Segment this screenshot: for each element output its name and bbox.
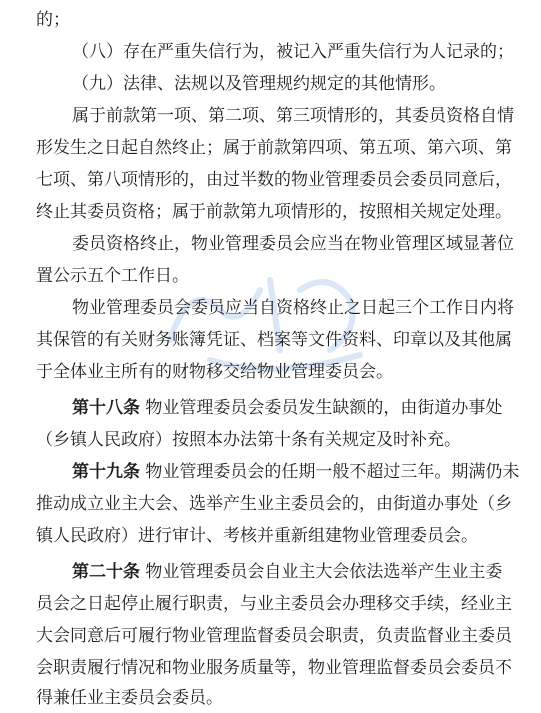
- text-line: 的；: [36, 10, 70, 30]
- text-line: 大会同意后可履行物业管理监督委员会职责，负责监督业主委员: [36, 626, 512, 646]
- article-20-label: 第二十条: [72, 562, 140, 582]
- text-line: 终止其委员资格；属于前款第九项情形的，按照相关规定处理。: [36, 202, 512, 222]
- text-line: 物业管理委员会委员发生缺额的，由街道办事处: [145, 398, 503, 418]
- text-line: 物业管理委员会自业主大会依法选举产生业主委: [145, 562, 503, 582]
- article-19-line: [72, 460, 519, 484]
- text-line: 员会之日起停止履行职责，与业主委员会办理移交手续，经业主: [36, 594, 512, 614]
- text-line: 委员资格终止，物业管理委员会应当在物业管理区域显著位: [72, 234, 514, 254]
- article-19-label: 第十九条: [72, 462, 140, 482]
- text-line: 物业管理委员会委员应当自资格终止之日起三个工作日内将: [72, 298, 514, 318]
- text-line: 于全体业主所有的财物移交给物业管理委员会。: [36, 362, 393, 382]
- text-line: （八）存在严重失信行为，被记入严重失信行为人记录的；: [72, 42, 514, 62]
- text-line: 其保管的有关财务账簿凭证、档案等文件资料、印章以及其他属: [36, 330, 512, 350]
- article-20-line: [72, 560, 502, 584]
- text-line: （乡镇人民政府）按照本办法第十条有关规定及时补充。: [36, 430, 461, 450]
- text-line: 镇人民政府）进行审计、考核并重新组建物业管理委员会。: [36, 526, 478, 546]
- text-line: 七项、第八项情形的，由过半数的物业管理委员会委员同意后，: [36, 170, 512, 190]
- text-line: 得兼任业主委员会委员。: [36, 688, 223, 708]
- article-18-line: [72, 396, 502, 420]
- text-line: 物业管理委员会的任期一般不超过三年。期满仍未: [145, 462, 520, 482]
- text-line: 形发生之日起自然终止；属于前款第四项、第五项、第六项、第: [36, 138, 512, 158]
- article-18-label: 第十八条: [72, 398, 140, 418]
- text-line: （九）法律、法规以及管理规约规定的其他情形。: [72, 74, 446, 94]
- text-line: 属于前款第一项、第二项、第三项情形的，其委员资格自情: [72, 106, 514, 126]
- text-line: 会职责履行情况和物业服务质量等，物业管理监督委员会委员不: [36, 658, 512, 678]
- text-line: 置公示五个工作日。: [36, 266, 189, 286]
- text-line: 推动成立业主大会、选举产生业主委员会的，由街道办事处（乡: [36, 494, 512, 514]
